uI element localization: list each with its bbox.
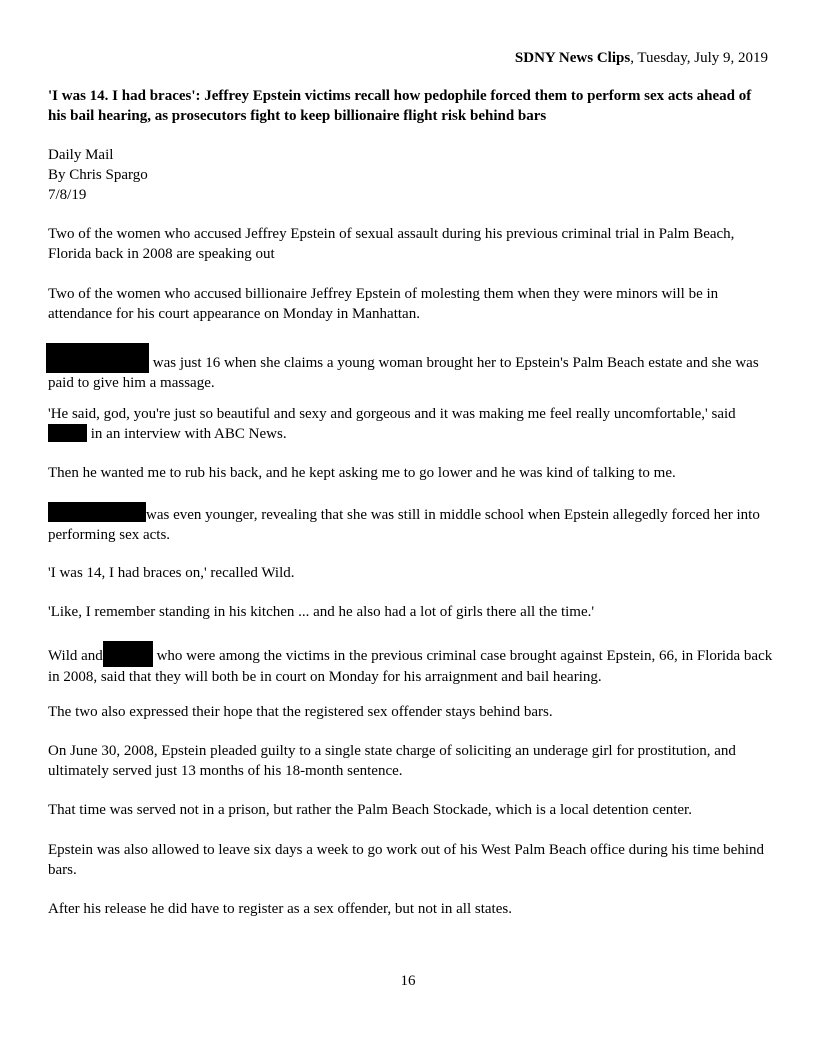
article-date: 7/8/19	[48, 187, 87, 203]
header-date: , Tuesday, July 9, 2019	[630, 50, 768, 66]
header-source: SDNY News Clips	[514, 50, 631, 66]
paragraph-9	[48, 641, 773, 687]
paragraph-13: Epstein was also allowed to leave six days a week to go work out of his West Palm Beach office during his time behind bars.	[48, 842, 765, 878]
paragraph-7: 'I was 14, I had braces on,' recalled Wild.	[48, 565, 295, 581]
paragraph-11: On June 30, 2008, Epstein pleaded guilty to a single state charge of soliciting an underage girl for prostitution, and ultimately served just 13 months of his 18-month sentence.	[48, 743, 736, 779]
publication-name: Daily Mail	[48, 147, 114, 163]
redaction-box	[48, 502, 146, 522]
paragraph-9-text-a: Wild and	[48, 648, 103, 664]
redaction-box	[46, 343, 149, 373]
paragraph-9-text-b: who were among the victims in the previous criminal case brought against Epstein, 66, in Florida back in 2008, said that they will both be in court on Monday for his arraignment and bail hearing.	[48, 648, 773, 685]
redaction-box	[48, 424, 87, 442]
paragraph-1: Two of the women who accused Jeffrey Epstein of sexual assault during his previous criminal trial in Palm Beach, Florida back in 2008 are speaking out	[48, 226, 735, 262]
paragraph-4-text-a: 'He said, god, you're just so beautiful and sexy and gorgeous and it was making me feel really uncomfortable,' said	[48, 406, 736, 422]
paragraph-10: The two also expressed their hope that the registered sex offender stays behind bars.	[48, 704, 553, 720]
paragraph-6	[48, 502, 773, 545]
paragraph-3	[48, 343, 773, 393]
article-meta	[48, 145, 148, 205]
paragraph-12: That time was served not in a prison, but rather the Palm Beach Stockade, which is a local detention center.	[48, 802, 692, 818]
paragraph-5: Then he wanted me to rub his back, and he kept asking me to go lower and he was kind of talking to me.	[48, 465, 676, 481]
paragraph-14: After his release he did have to register as a sex offender, but not in all states.	[48, 901, 512, 917]
paragraph-6-text: was even younger, revealing that she was still in middle school when Epstein allegedly forced her into performing sex acts.	[48, 507, 760, 543]
redaction-box	[103, 641, 153, 667]
paragraph-4	[48, 404, 773, 444]
paragraph-8: 'Like, I remember standing in his kitchen ... and he also had a lot of girls there all the time.'	[48, 604, 595, 620]
article-title: 'I was 14. I had braces': Jeffrey Epstein victims recall how pedophile forced them to perform sex acts ahead of his bail hearing, as prosecutors fight to keep billionaire flight risk behind bars	[48, 88, 752, 124]
page-header	[515, 49, 768, 67]
paragraph-4-text-b: in an interview with ABC News.	[87, 426, 287, 442]
paragraph-2: Two of the women who accused billionaire Jeffrey Epstein of molesting them when they were minors will be in attendance for his court appearance on Monday in Manhattan.	[48, 286, 719, 322]
page-number: 16	[400, 973, 416, 989]
paragraph-3-text: was just 16 when she claims a young woman brought her to Epstein's Palm Beach estate and she was paid to give him a massage.	[48, 355, 759, 391]
byline: By Chris Spargo	[48, 167, 148, 183]
